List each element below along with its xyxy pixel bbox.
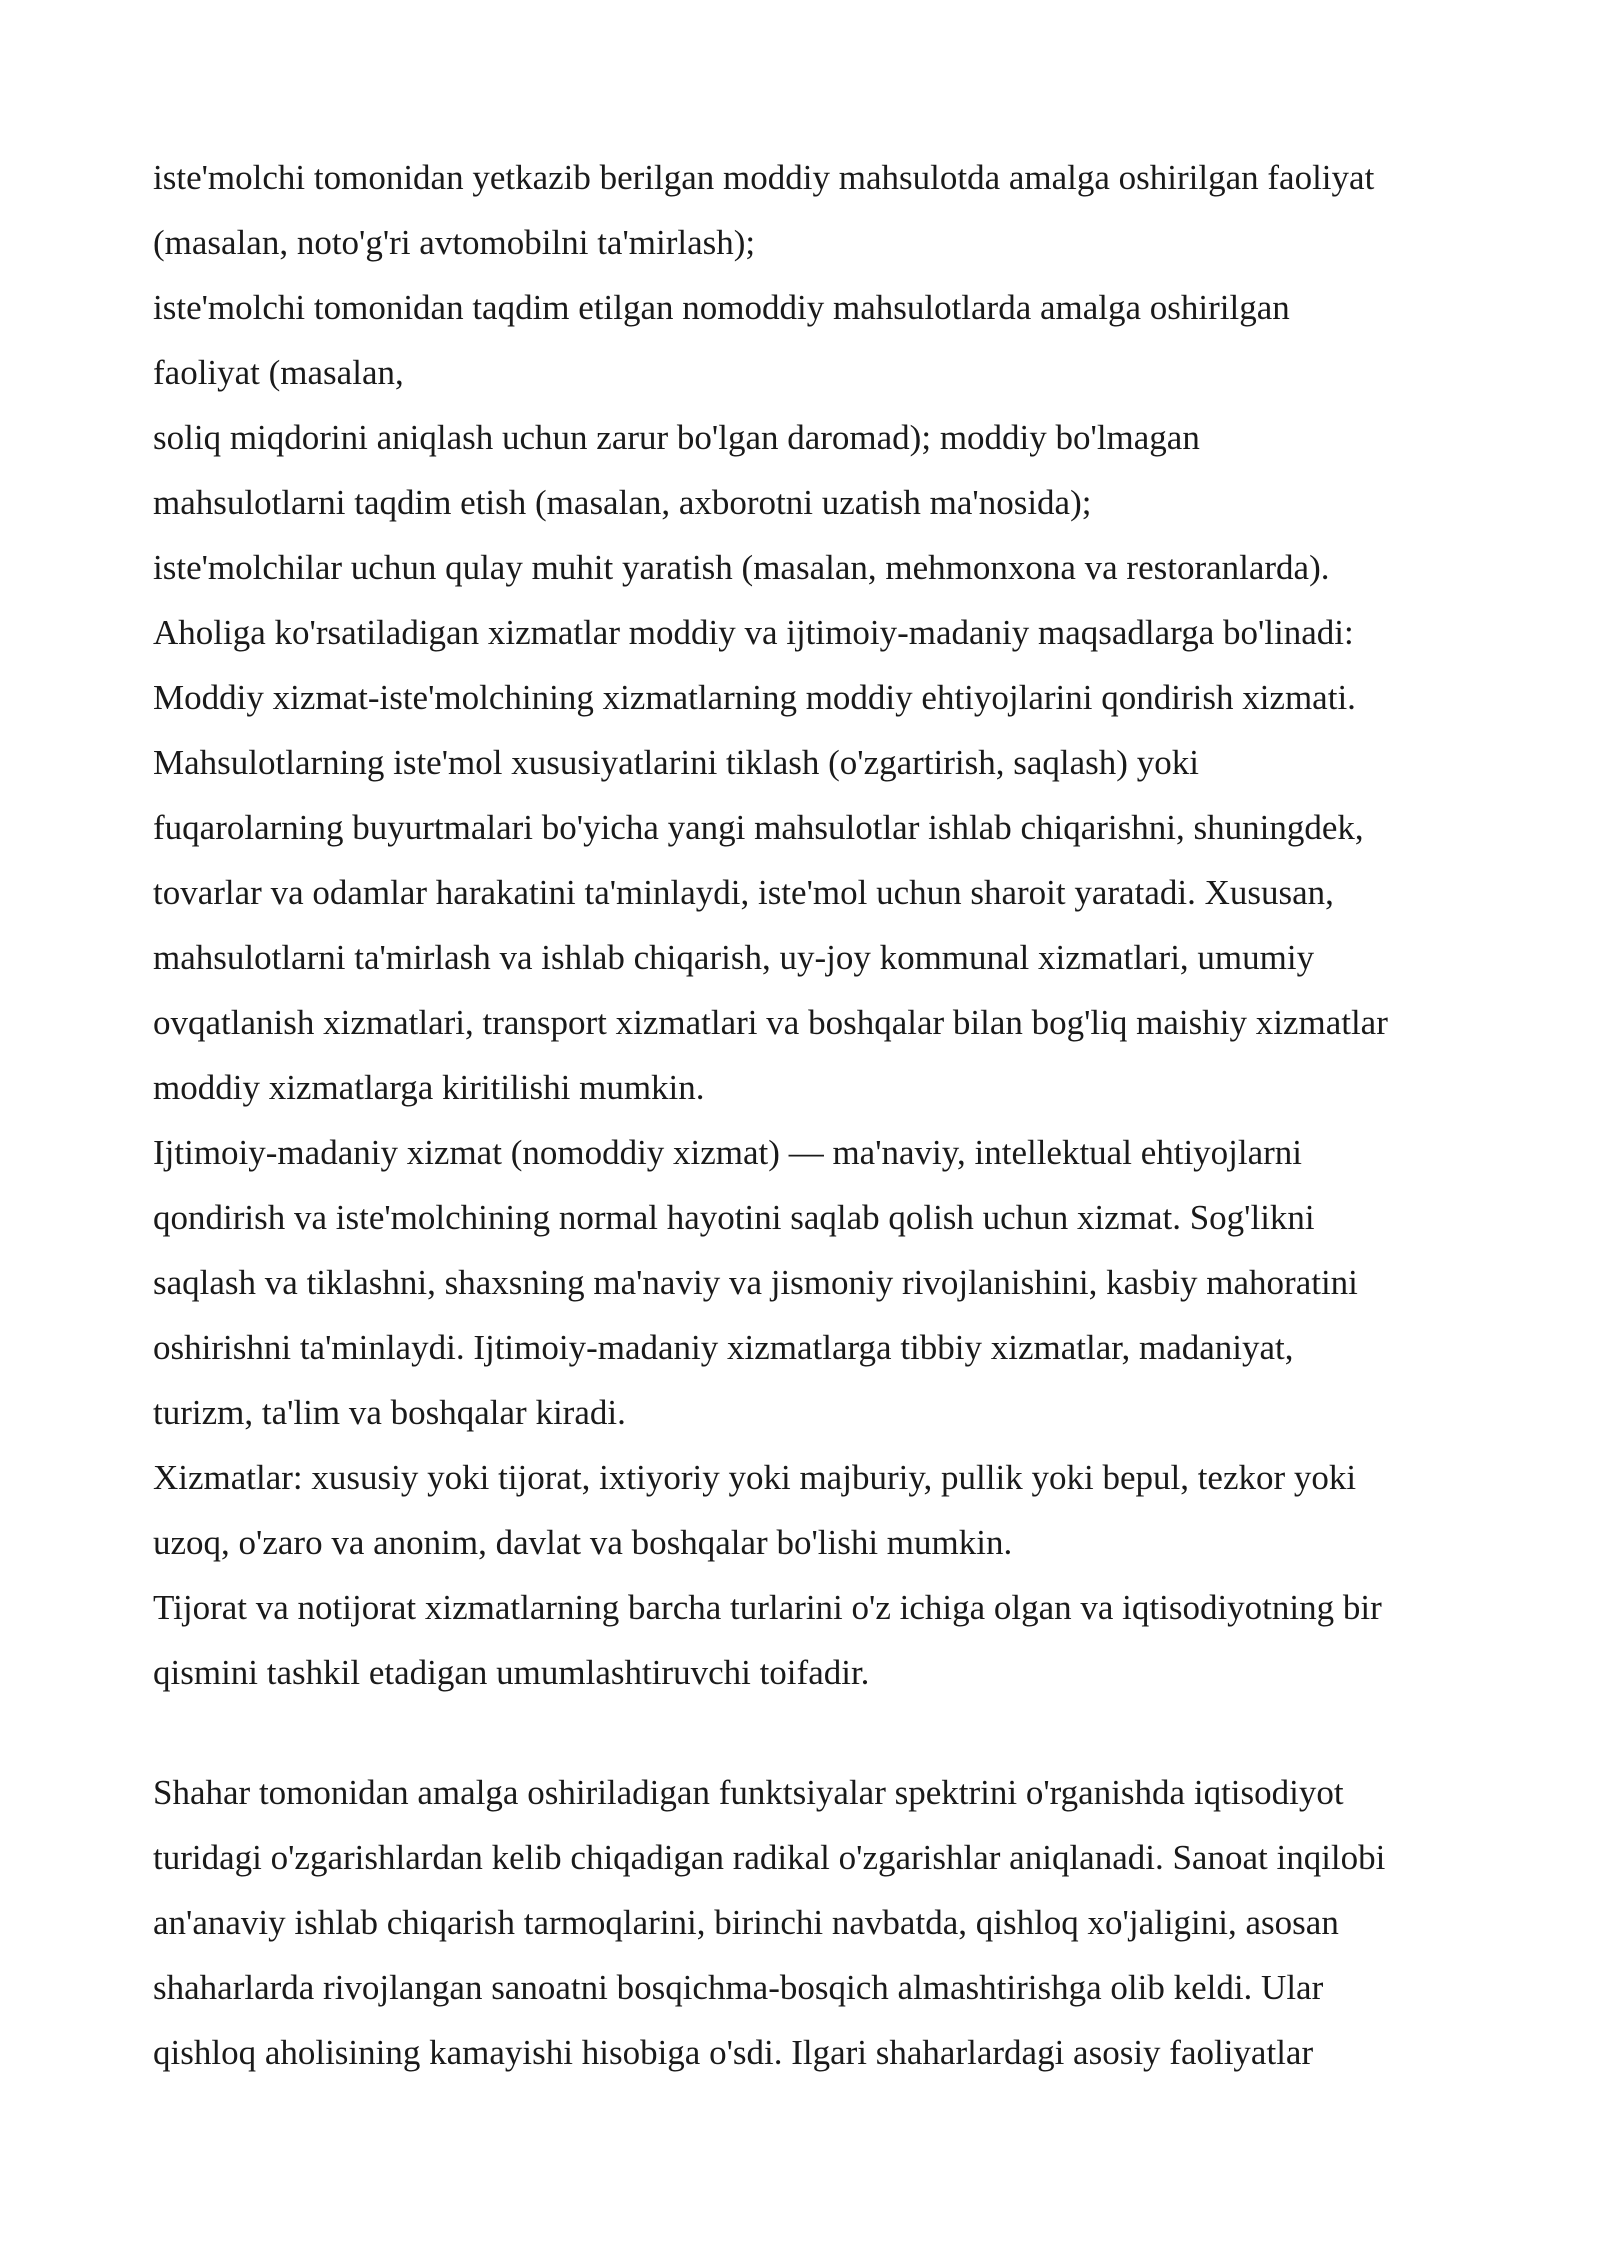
text-line: Mahsulotlarning iste'mol xususiyatlarini tiklash (o'zgartirish, saqlash) yoki xyxy=(153,743,1199,782)
text-line: Xizmatlar: xususiy yoki tijorat, ixtiyoriy yoki majburiy, pullik yoki bepul, tezkor yoki xyxy=(153,1458,1357,1497)
text-line: mahsulotlarni ta'mirlash va ishlab chiqarish, uy-joy kommunal xizmatlari, umumiy xyxy=(153,938,1315,977)
text-line: iste'molchi tomonidan taqdim etilgan nomoddiy mahsulotlarda amalga oshirilgan xyxy=(153,288,1290,327)
text-line: moddiy xizmatlarga kiritilishi mumkin. xyxy=(153,1068,705,1107)
text-line: Shahar tomonidan amalga oshiriladigan funktsiyalar spektrini o'rganishda iqtisodiyot xyxy=(153,1773,1344,1812)
text-line: turizm, ta'lim va boshqalar kiradi. xyxy=(153,1393,626,1432)
text-line: saqlash va tiklashni, shaxsning ma'naviy va jismoniy rivojlanishini, kasbiy mahoratini xyxy=(153,1263,1358,1302)
text-line: Ijtimoiy-madaniy xizmat (nomoddiy xizmat) — ma'naviy, intellektual ehtiyojlarni xyxy=(153,1133,1303,1172)
text-line: oshirishni ta'minlaydi. Ijtimoiy-madaniy xizmatlarga tibbiy xizmatlar, madaniyat, xyxy=(153,1328,1294,1367)
text-line: turidagi o'zgarishlardan kelib chiqadigan radikal o'zgarishlar aniqlanadi. Sanoat inqilobi xyxy=(153,1838,1386,1877)
text-line: Moddiy xizmat-iste'molchining xizmatlarning moddiy ehtiyojlarini qondirish xizmati. xyxy=(153,678,1356,717)
text-block-city-functions xyxy=(153,1760,1493,2085)
text-line: shaharlarda rivojlangan sanoatni bosqichma-bosqich almashtirishga olib keldi. Ular xyxy=(153,1968,1324,2007)
text-line: qishloq aholisining kamayishi hisobiga o'sdi. Ilgari shaharlardagi asosiy faoliyatlar xyxy=(153,2033,1314,2072)
text-line: soliq miqdorini aniqlash uchun zarur bo'lgan daromad); moddiy bo'lmagan xyxy=(153,418,1200,457)
text-line: fuqarolarning buyurtmalari bo'yicha yangi mahsulotlar ishlab chiqarishni, shuningdek, xyxy=(153,808,1364,847)
text-line: Aholiga ko'rsatiladigan xizmatlar moddiy va ijtimoiy-madaniy maqsadlarga bo'linadi: xyxy=(153,613,1354,652)
text-line: uzoq, o'zaro va anonim, davlat va boshqalar bo'lishi mumkin. xyxy=(153,1523,1013,1562)
text-line: iste'molchi tomonidan yetkazib berilgan moddiy mahsulotda amalga oshirilgan faoliyat xyxy=(153,158,1375,197)
text-line: (masalan, noto'g'ri avtomobilni ta'mirlash); xyxy=(153,223,756,262)
text-line: iste'molchilar uchun qulay muhit yaratish (masalan, mehmonxona va restoranlarda). xyxy=(153,548,1330,587)
text-line: faoliyat (masalan, xyxy=(153,353,404,392)
text-line: ovqatlanish xizmatlari, transport xizmatlari va boshqalar bilan bog'liq maishiy xizmatlar xyxy=(153,1003,1388,1042)
text-line: qondirish va iste'molchining normal hayotini saqlab qolish uchun xizmat. Sog'likni xyxy=(153,1198,1315,1237)
text-line: an'anaviy ishlab chiqarish tarmoqlarini, birinchi navbatda, qishloq xo'jaligini, asosan xyxy=(153,1903,1339,1942)
text-line: qismini tashkil etadigan umumlashtiruvchi toifadir. xyxy=(153,1653,870,1692)
text-line: tovarlar va odamlar harakatini ta'minlaydi, iste'mol uchun sharoit yaratadi. Xususan, xyxy=(153,873,1334,912)
text-block-services xyxy=(153,145,1493,1705)
text-line: mahsulotlarni taqdim etish (masalan, axborotni uzatish ma'nosida); xyxy=(153,483,1092,522)
text-line: Tijorat va notijorat xizmatlarning barcha turlarini o'z ichiga olgan va iqtisodiyotning bir xyxy=(153,1588,1382,1627)
